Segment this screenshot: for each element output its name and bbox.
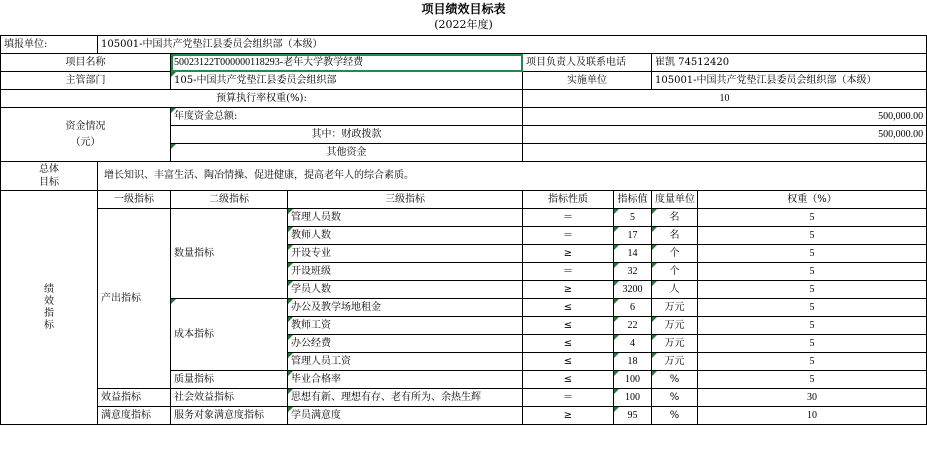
indicator-name[interactable]: 学员满意度 (288, 407, 523, 425)
indicator-value[interactable]: 17 (614, 227, 652, 245)
owner-label[interactable]: 项目负责人及联系电话 (523, 54, 652, 72)
indicator-nature[interactable]: ≤ (523, 317, 614, 335)
owner-value[interactable]: 崔凯 74512420 (652, 54, 927, 72)
indicator-weight[interactable]: 5 (698, 227, 927, 245)
indicator-value[interactable]: 6 (614, 299, 652, 317)
group-quality[interactable]: 质量指标 (171, 371, 288, 389)
budget-weight-label[interactable]: 预算执行率权重(%): (1, 90, 523, 108)
indicator-weight[interactable]: 5 (698, 245, 927, 263)
indicator-unit[interactable]: % (652, 371, 698, 389)
indicator-unit[interactable]: % (652, 389, 698, 407)
performance-table (0, 35, 927, 425)
overall-goal-row (1, 162, 927, 191)
project-name-row (1, 54, 927, 72)
indicator-unit[interactable]: 个 (652, 245, 698, 263)
indicator-value[interactable]: 5 (614, 209, 652, 227)
indicator-name[interactable]: 毕业合格率 (288, 371, 523, 389)
indicator-value[interactable]: 100 (614, 389, 652, 407)
filler-value[interactable]: 105001-中国共产党垫江县委员会组织部（本级） (98, 36, 927, 54)
indicator-unit[interactable]: 名 (652, 227, 698, 245)
col-unit[interactable]: 度量单位 (652, 191, 698, 209)
indicator-weight[interactable]: 5 (698, 263, 927, 281)
funds-label: 资金情况 (65, 120, 106, 132)
indicator-weight[interactable]: 5 (698, 353, 927, 371)
group-output[interactable]: 产出指标 (98, 209, 171, 389)
overall-goal-label-2: 目标 (39, 177, 59, 188)
col-level1[interactable]: 一级指标 (98, 191, 171, 209)
indicator-nature[interactable]: ≥ (523, 407, 614, 425)
indicator-weight[interactable]: 30 (698, 389, 927, 407)
indicator-weight[interactable]: 5 (698, 371, 927, 389)
col-weight[interactable]: 权重（%） (698, 191, 927, 209)
indicator-unit[interactable]: 人 (652, 281, 698, 299)
indicator-unit[interactable]: 万元 (652, 299, 698, 317)
indicator-nature[interactable]: ≤ (523, 371, 614, 389)
group-benefit[interactable]: 效益指标 (98, 389, 171, 407)
indicator-name[interactable]: 管理人员工资 (288, 353, 523, 371)
group-satisfaction[interactable]: 满意度指标 (98, 407, 171, 425)
indicator-value[interactable]: 100 (614, 371, 652, 389)
indicator-nature[interactable]: ＝ (523, 263, 614, 281)
page-title: 项目绩效目标表 (421, 2, 506, 16)
indicator-value[interactable]: 14 (614, 245, 652, 263)
indicator-name[interactable]: 办公及教学场地租金 (288, 299, 523, 317)
funds-label-cell[interactable] (1, 108, 171, 162)
indicator-weight[interactable]: 5 (698, 317, 927, 335)
indicator-value[interactable]: 18 (614, 353, 652, 371)
group-service[interactable]: 服务对象满意度指标 (171, 407, 288, 425)
page-subtitle: (2022年度) (434, 18, 493, 31)
indicator-unit[interactable]: % (652, 407, 698, 425)
impl-label[interactable]: 实施单位 (523, 72, 652, 90)
indicator-nature[interactable]: ≤ (523, 335, 614, 353)
perf-header-row (1, 191, 927, 209)
indicator-name[interactable]: 开设专业 (288, 245, 523, 263)
project-name-value[interactable]: 50023122T000000118293-老年大学教学经费 (171, 54, 523, 72)
group-cost[interactable]: 成本指标 (171, 299, 288, 371)
indicator-value[interactable]: 4 (614, 335, 652, 353)
overall-goal-text[interactable]: 增长知识、丰富生活、陶冶情操、促进健康，提高老年人的综合素质。 (98, 162, 927, 191)
indicator-name[interactable]: 思想有新、理想有存、老有所为、余热生辉 (288, 389, 523, 407)
table-row (1, 407, 927, 425)
indicator-nature[interactable]: ≤ (523, 353, 614, 371)
indicator-value[interactable]: 22 (614, 317, 652, 335)
indicator-weight[interactable]: 5 (698, 281, 927, 299)
indicator-weight[interactable]: 10 (698, 407, 927, 425)
indicator-unit[interactable]: 名 (652, 209, 698, 227)
perf-side-label-text: 绩效指标 (44, 283, 54, 331)
indicator-value[interactable]: 95 (614, 407, 652, 425)
project-name-label[interactable]: 项目名称 (1, 54, 171, 72)
col-level3[interactable]: 三级指标 (288, 191, 523, 209)
table-row (1, 209, 927, 227)
indicator-value[interactable]: 32 (614, 263, 652, 281)
budget-weight-value[interactable]: 10 (523, 90, 927, 108)
indicator-unit[interactable]: 个 (652, 263, 698, 281)
department-row (1, 72, 927, 90)
dept-label[interactable]: 主管部门 (1, 72, 171, 90)
indicator-name[interactable]: 教师人数 (288, 227, 523, 245)
indicator-name[interactable]: 学员人数 (288, 281, 523, 299)
funds-annual-label[interactable]: 年度资金总额: (171, 108, 523, 126)
funds-fiscal-label[interactable]: 其中：财政拨款 (171, 126, 523, 144)
perf-side-label[interactable] (1, 191, 98, 425)
indicator-nature[interactable]: ＝ (523, 209, 614, 227)
indicator-name[interactable]: 开设班级 (288, 263, 523, 281)
table-row (1, 389, 927, 407)
filler-row (1, 36, 927, 54)
indicator-name[interactable]: 教师工资 (288, 317, 523, 335)
indicator-nature[interactable]: ≥ (523, 281, 614, 299)
overall-goal-label[interactable] (1, 162, 98, 191)
funds-annual-value[interactable]: 500,000.00 (523, 108, 927, 126)
indicator-weight[interactable]: 5 (698, 335, 927, 353)
dept-value[interactable]: 105-中国共产党垫江县委员会组织部 (171, 72, 523, 90)
indicator-nature[interactable]: ＝ (523, 227, 614, 245)
indicator-nature[interactable]: ＝ (523, 389, 614, 407)
budget-weight-row (1, 90, 927, 108)
indicator-nature[interactable]: ≥ (523, 245, 614, 263)
group-social[interactable]: 社会效益指标 (171, 389, 288, 407)
indicator-weight[interactable]: 5 (698, 299, 927, 317)
col-nature[interactable]: 指标性质 (523, 191, 614, 209)
funds-other-value[interactable] (523, 144, 927, 162)
indicator-value[interactable]: 3200 (614, 281, 652, 299)
col-level2[interactable]: 二级指标 (171, 191, 288, 209)
filler-label[interactable]: 填报单位: (1, 36, 98, 54)
group-quantity[interactable]: 数量指标 (171, 209, 288, 299)
indicator-nature[interactable]: ≤ (523, 299, 614, 317)
indicator-name[interactable]: 管理人员数 (288, 209, 523, 227)
impl-value[interactable]: 105001-中国共产党垫江县委员会组织部（本级） (652, 72, 927, 90)
indicator-name[interactable]: 办公经费 (288, 335, 523, 353)
indicator-unit[interactable]: 万元 (652, 317, 698, 335)
funds-annual-row (1, 108, 927, 126)
funds-unit: （元） (70, 136, 101, 148)
indicator-unit[interactable]: 万元 (652, 353, 698, 371)
col-value[interactable]: 指标值 (614, 191, 652, 209)
funds-other-label[interactable]: 其他资金 (171, 144, 523, 162)
indicator-weight[interactable]: 5 (698, 209, 927, 227)
indicator-unit[interactable]: 万元 (652, 335, 698, 353)
overall-goal-label-1: 总体 (39, 164, 59, 175)
funds-fiscal-value[interactable]: 500,000.00 (523, 126, 927, 144)
